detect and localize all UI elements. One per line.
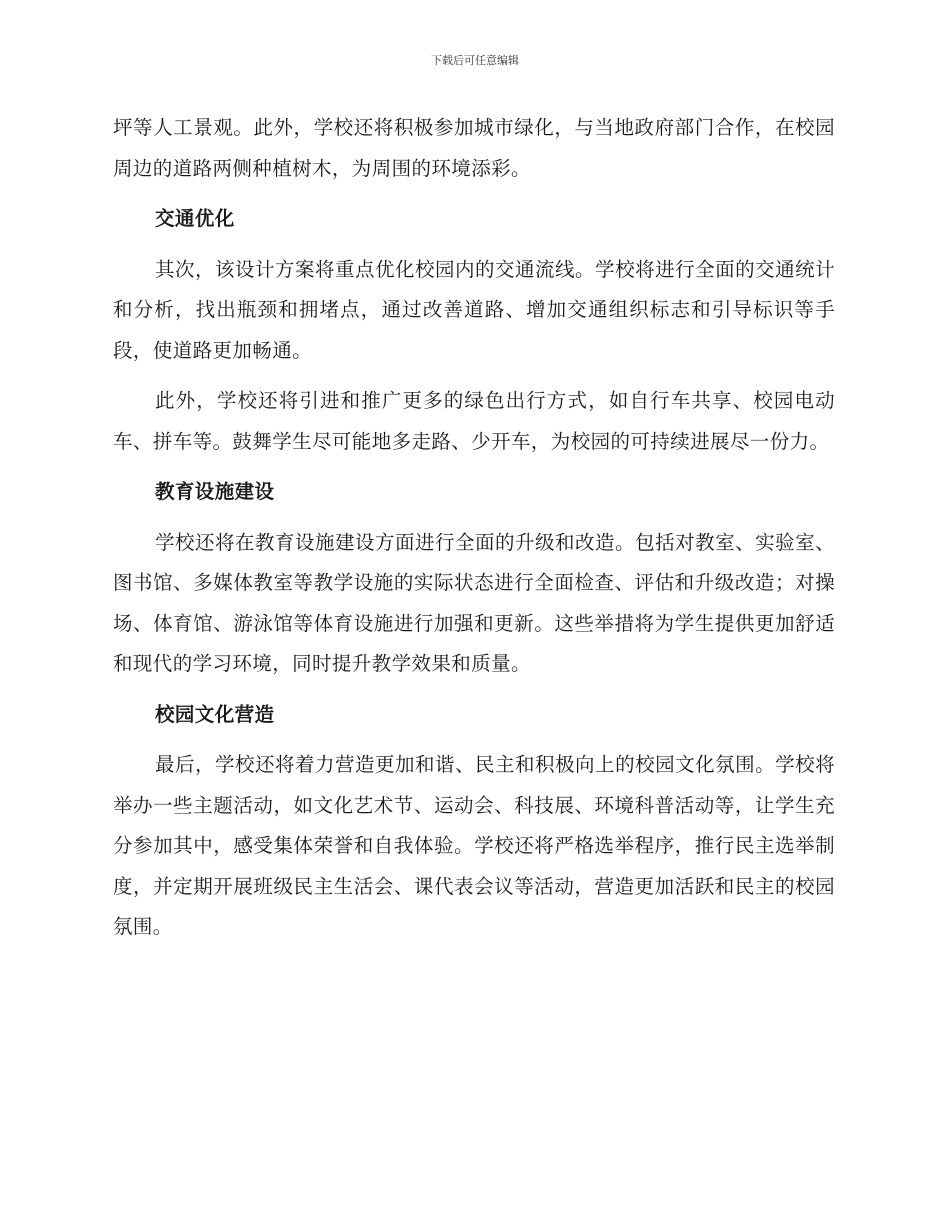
paragraph-education-facilities: 学校还将在教育设施建设方面进行全面的升级和改造。包括对教室、实验室、图书馆、多媒体教室等教学设施的实际状态进行全面检查、评估和升级改造；对操场、体育馆、游泳馆等体育设施进行加强和更新。这些举措将为学生提供更加舒适和现代的学习环境，同时提升教学效果和质量。: [113, 530, 835, 675]
paragraph-campus-culture: 最后，学校还将着力营造更加和谐、民主和积极向上的校园文化氛围。学校将举办一些主题活动，如文化艺术节、运动会、科技展、环境科普活动等，让学生充分参加其中，感受集体荣誉和自我体验。学校还将严格选举程序，推行民主选举制度，并定期开展班级民主生活会、课代表会议等活动，营造更加活跃和民主的校园氛围。: [113, 753, 835, 938]
paragraph-green-travel: 此外，学校还将引进和推广更多的绿色出行方式，如自行车共享、校园电动车、拼车等。鼓舞学生尽可能地多走路、少开车，为校园的可持续进展尽一份力。: [113, 389, 835, 453]
section-heading-campus-culture: 校园文化营造: [155, 702, 275, 726]
paragraph-traffic-flow: 其次，该设计方案将重点优化校园内的交通流线。学校将进行全面的交通统计和分析，找出瓶颈和拥堵点，通过改善道路、增加交通组织标志和引导标识等手段，使道路更加畅通。: [113, 257, 835, 362]
section-heading-education-facilities: 教育设施建设: [155, 480, 275, 503]
paragraph-continuation: 坪等人工景观。此外，学校还将积极参加城市绿化，与当地政府部门合作，在校园周边的道路两侧种植树木，为周围的环境添彩。: [113, 116, 835, 180]
page-header: 下载后可任意编辑: [431, 54, 519, 67]
section-heading-traffic: 交通优化: [155, 207, 235, 230]
document-body: [113, 108, 835, 958]
